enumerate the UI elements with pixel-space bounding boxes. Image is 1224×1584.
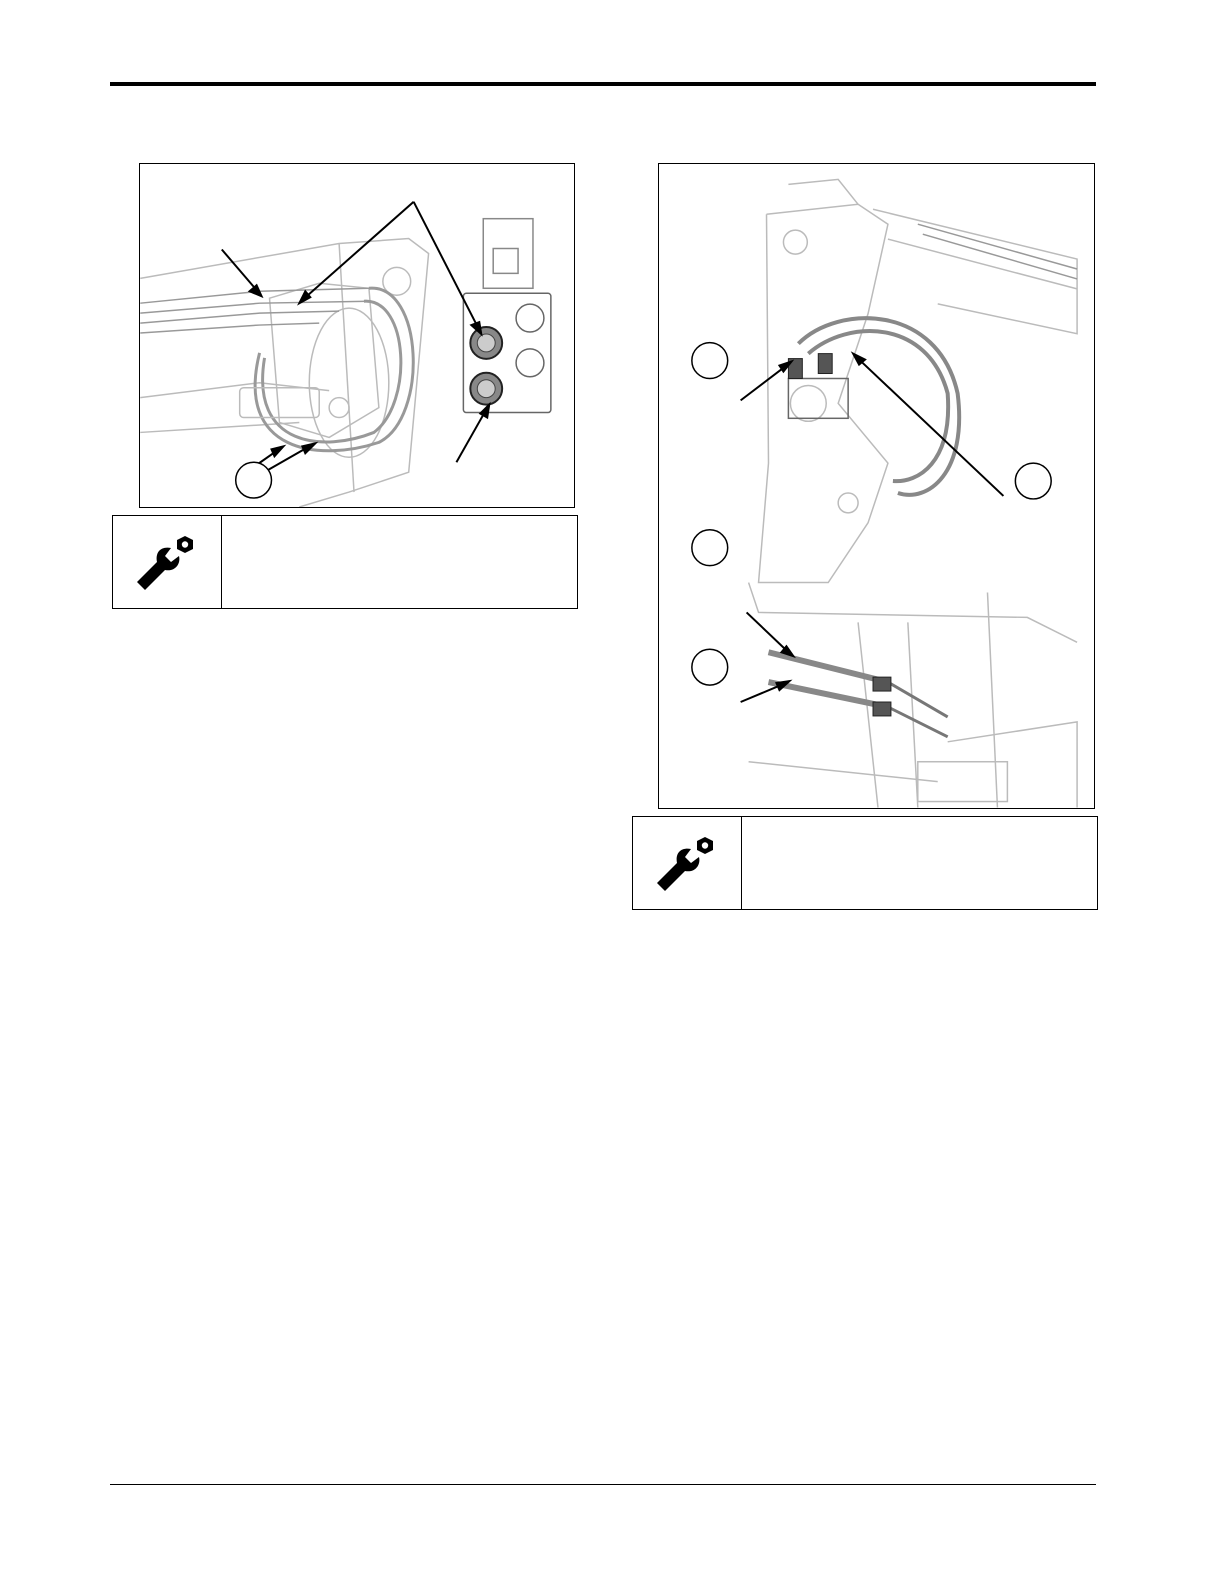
wrench-nut-icon bbox=[133, 534, 201, 594]
callout-circle bbox=[692, 343, 728, 379]
note-box-right bbox=[632, 816, 1098, 910]
figure-right-illustration bbox=[658, 163, 1095, 809]
header-rule bbox=[110, 82, 1096, 86]
callout-circle bbox=[692, 530, 728, 566]
note-icon-cell bbox=[633, 817, 742, 909]
callout-circle bbox=[236, 462, 272, 498]
wrench-nut-icon bbox=[653, 835, 721, 895]
note-box-left bbox=[112, 515, 578, 609]
callout-circle bbox=[1015, 463, 1051, 499]
callout-circle bbox=[692, 649, 728, 685]
footer-rule bbox=[110, 1484, 1096, 1485]
hose-routing-illustration-right bbox=[659, 164, 1094, 808]
figure-left-illustration bbox=[139, 163, 575, 508]
note-icon-cell bbox=[113, 516, 222, 608]
hose-routing-illustration-left bbox=[140, 164, 574, 507]
